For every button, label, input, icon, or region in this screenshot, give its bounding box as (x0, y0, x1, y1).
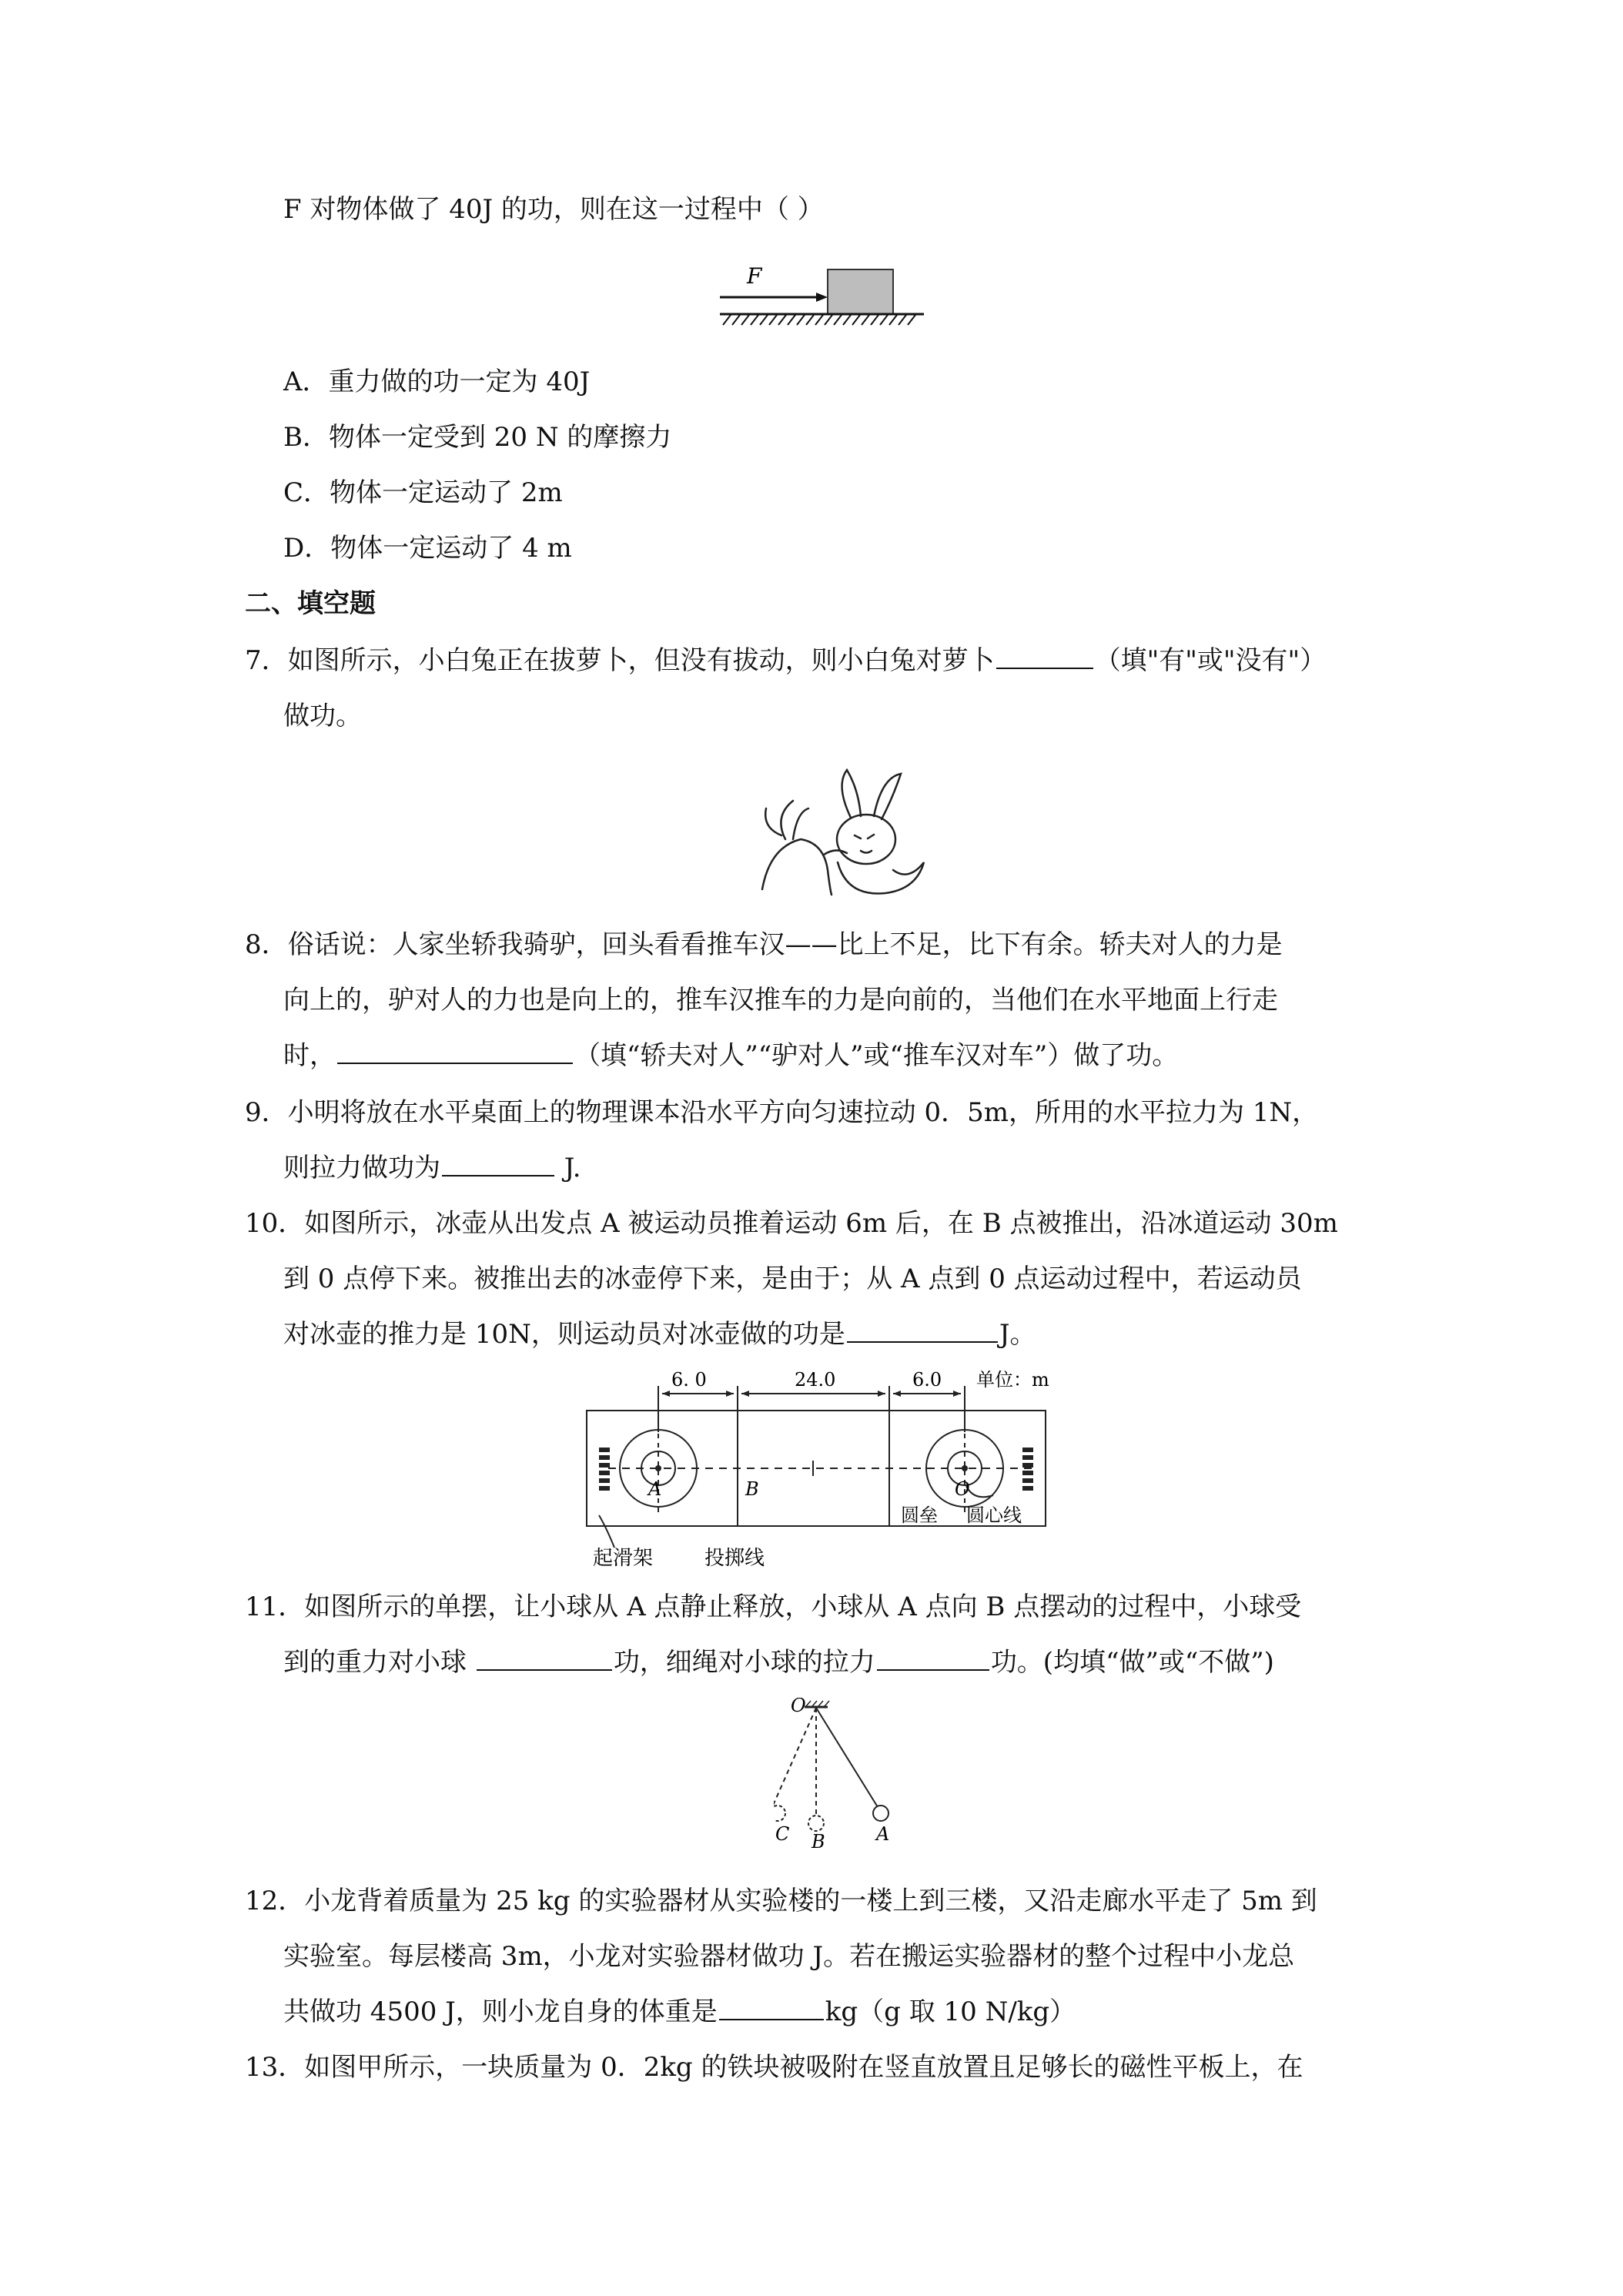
q8-line3-text-b: （填“轿夫对人”“驴对人”或“推车汉对车”）做了功。 (574, 1040, 1179, 1071)
q7-line1-text-a: 7．如图所示，小白兔正在拔萝卜，但没有拔动，则小白兔对萝卜 (245, 645, 995, 676)
rabbit-face (855, 835, 874, 853)
q8-answer-blank[interactable] (337, 1039, 573, 1064)
q9-line1: 9．小明将放在水平桌面上的物理课本沿水平方向匀速拉动 0．5m，所用的水平拉力为 1N， (245, 1097, 1319, 1128)
point-b-label: B (745, 1478, 759, 1500)
curling-figure (577, 1371, 1055, 1571)
q12-line1: 12．小龙背着质量为 25 kg 的实验器材从实验楼的一楼上到三楼，又沿走廊水平走了 5m 到 (245, 1886, 1317, 1916)
block (828, 269, 893, 314)
q12-line3-text-b: kg（g 取 10 N/kg） (825, 1996, 1076, 2027)
q9-line2 (283, 1151, 581, 1185)
q8-line3-text-a: 时， (283, 1040, 336, 1071)
label-a: A (876, 1823, 890, 1845)
q6-stem-tail: F 对物体做了 40J 的功，则在这一过程中（ ） (283, 194, 824, 225)
q12-answer-blank[interactable] (719, 1996, 824, 2020)
q6-option-d: D．物体一定运动了 4 m (283, 533, 572, 564)
dim-label-1: 6. 0 (671, 1371, 707, 1391)
label-c: C (775, 1823, 790, 1845)
q6-option-a: A．重力做的功一定为 40J (283, 366, 591, 397)
q8-line2: 向上的，驴对人的力也是向上的，推车汉推车的力是向前的，当他们在水平地面上行走 (283, 985, 1278, 1016)
q10-line3-text-a: 对冰壶的推力是 10N，则运动员对冰壶做的功是 (283, 1319, 845, 1350)
q11-answer-blank-2[interactable] (877, 1646, 989, 1671)
string-c (774, 1708, 816, 1807)
ball-b (808, 1816, 824, 1831)
q12-line2: 实验室。每层楼高 3m，小龙对实验器材做功 J。若在搬运实验器材的整个过程中小龙总 (283, 1941, 1295, 1972)
force-arrow-head (816, 293, 828, 302)
dim-label-2: 24.0 (795, 1371, 836, 1391)
rabbit-ears (842, 770, 901, 819)
center-line-label: 圆心线 (966, 1504, 1022, 1526)
ball-c (774, 1806, 785, 1821)
q7-line2: 做功。 (283, 701, 362, 731)
block-force-figure (712, 260, 935, 337)
throw-line-label: 投掷线 (704, 1547, 765, 1570)
q11-line2-text-b: 功，细绳对小球的拉力 (613, 1647, 875, 1678)
start-label: 起滑架 (593, 1547, 654, 1570)
pendulum-figure (774, 1698, 920, 1848)
section-heading: 二、填空题 (245, 588, 376, 619)
carrot-body (762, 839, 832, 895)
carrot-leaves (765, 801, 808, 839)
q8-line3 (283, 1039, 1178, 1073)
q8-line1: 8．俗话说：人家坐轿我骑驴，回头看看推车汉——比上不足，比下有余。轿夫对人的力是 (245, 929, 1283, 960)
rabbit-carrot-figure (739, 755, 932, 901)
q10-line2: 到 0 点停下来。被推出去的冰壶停下来，是由于；从 A 点到 0 点运动过程中，若运动员 (283, 1263, 1302, 1294)
q11-answer-blank-1[interactable] (477, 1646, 612, 1671)
unit-label: 单位：m (976, 1371, 1049, 1391)
q6-option-b: B．物体一定受到 20 N 的摩擦力 (283, 422, 672, 453)
point-a-label: A (648, 1478, 662, 1500)
q13-line1: 13．如图甲所示，一块质量为 0．2kg 的铁块被吸附在竖直放置且足够长的磁性平板上，在 (245, 2052, 1303, 2083)
label-b: B (812, 1831, 825, 1848)
center-pointer (966, 1486, 993, 1497)
q11-line2-text-c: 功。(均填“做”或“不做”) (990, 1647, 1274, 1678)
point-o-dot (962, 1465, 968, 1471)
q10-line3-text-b: J。 (999, 1319, 1036, 1350)
q7-line1 (245, 644, 1326, 678)
force-label: F (747, 263, 762, 289)
q11-line2 (283, 1645, 1274, 1679)
rabbit-body (838, 862, 924, 894)
pivot-hatching (806, 1701, 829, 1706)
q9-line2-text-a: 则拉力做功为 (283, 1153, 440, 1183)
ball-a (873, 1806, 888, 1821)
q11-line2-text-a: 到的重力对小球 (283, 1647, 475, 1678)
q9-line2-text-b: J. (556, 1153, 581, 1183)
q10-line1: 10．如图所示，冰壶从出发点 A 被运动员推着运动 6m 后，在 B 点被推出，沿冰道运动 30m (245, 1208, 1338, 1239)
q10-answer-blank[interactable] (847, 1318, 998, 1343)
base-label: 圆垒 (901, 1504, 938, 1526)
point-o-label: O (955, 1478, 970, 1500)
q11-line1: 11．如图所示的单摆，让小球从 A 点静止释放，小球从 A 点向 B 点摆动的过程中，小球受 (245, 1591, 1302, 1622)
ground-hatching (723, 315, 915, 325)
start-pointer (599, 1515, 614, 1548)
point-a-dot (655, 1465, 661, 1471)
q9-answer-blank[interactable] (442, 1152, 554, 1176)
q12-line3 (283, 1995, 1076, 2029)
q10-line3 (283, 1317, 1036, 1351)
q12-line3-text-a: 共做功 4500 J，则小龙自身的体重是 (283, 1996, 718, 2027)
pivot-o-label: O (791, 1698, 806, 1716)
dim-label-3: 6.0 (912, 1371, 942, 1391)
q7-answer-blank[interactable] (996, 644, 1093, 669)
rabbit-head (837, 815, 895, 864)
q7-line1-text-b: （填"有"或"没有"） (1094, 645, 1327, 676)
q6-option-c: C．物体一定运动了 2m (283, 477, 563, 508)
string-a (816, 1708, 878, 1807)
